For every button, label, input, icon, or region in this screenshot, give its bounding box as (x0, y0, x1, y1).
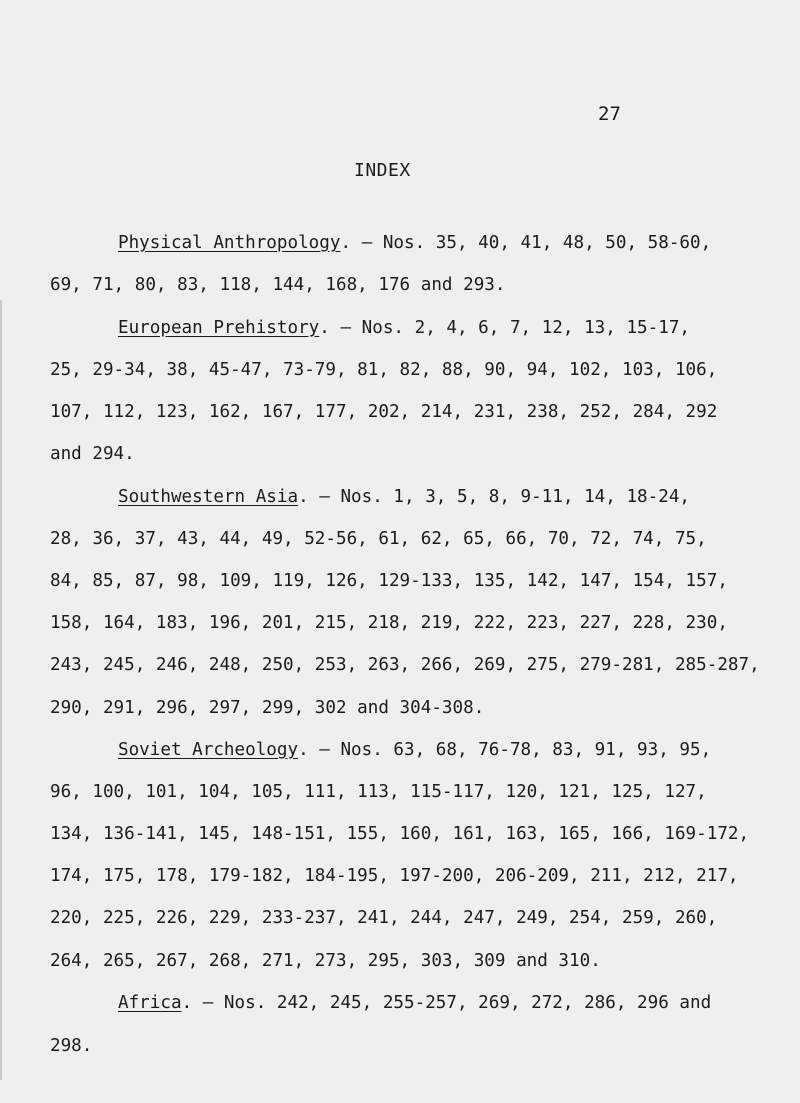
entry-line: 220, 225, 226, 229, 233-237, 241, 244, 247, 249, 254, 259, 260, (50, 908, 718, 928)
page-edge-shadow (0, 300, 2, 1080)
entry-separator: . — Nos. (319, 318, 415, 338)
entry-line: 134, 136-141, 145, 148-151, 155, 160, 161, 163, 165, 166, 169-172, (50, 824, 750, 844)
entry-separator: . — Nos. (181, 993, 277, 1013)
entry-line: 28, 36, 37, 43, 44, 49, 52-56, 61, 62, 65, 66, 70, 72, 74, 75, (50, 529, 707, 549)
entry-line: 264, 265, 267, 268, 271, 273, 295, 303, 309 and 310. (50, 951, 601, 971)
entry-separator: . — Nos. (298, 487, 394, 507)
entry-line: 107, 112, 123, 162, 167, 177, 202, 214, 231, 238, 252, 284, 292 (50, 402, 718, 422)
entry-southwestern-asia (118, 489, 690, 507)
entry-heading: Africa (118, 993, 182, 1013)
entry-line: 242, 245, 255-257, 269, 272, 286, 296 and (276, 993, 712, 1013)
entry-line: 174, 175, 178, 179-182, 184-195, 197-200, 206-209, 211, 212, 217, (50, 866, 739, 886)
page-number: 27 (598, 103, 621, 125)
entry-line: 243, 245, 246, 248, 250, 253, 263, 266, 269, 275, 279-281, 285-287, (50, 655, 760, 675)
entry-separator: . — Nos. (298, 740, 394, 760)
entry-line: 96, 100, 101, 104, 105, 111, 113, 115-117, 120, 121, 125, 127, (50, 782, 707, 802)
entry-line: 69, 71, 80, 83, 118, 144, 168, 176 and 293. (50, 275, 506, 295)
entry-heading: Physical Anthropology (118, 233, 341, 253)
entry-line: 158, 164, 183, 196, 201, 215, 218, 219, 222, 223, 227, 228, 230, (50, 613, 728, 633)
entry-line: 84, 85, 87, 98, 109, 119, 126, 129-133, 135, 142, 147, 154, 157, (50, 571, 728, 591)
entry-heading: Soviet Archeology (118, 740, 299, 760)
entry-line: 2, 4, 6, 7, 12, 13, 15-17, (414, 318, 691, 338)
entry-line: 1, 3, 5, 8, 9-11, 14, 18-24, (393, 487, 691, 507)
page-title: INDEX (354, 160, 411, 181)
entry-line: and 294. (50, 444, 135, 464)
entry-line: 25, 29-34, 38, 45-47, 73-79, 81, 82, 88, 90, 94, 102, 103, 106, (50, 360, 718, 380)
entry-line: 63, 68, 76-78, 83, 91, 93, 95, (393, 740, 712, 760)
entry-line: 298. (50, 1036, 93, 1056)
entry-european-prehistory (118, 320, 690, 338)
entry-heading: European Prehistory (118, 318, 320, 338)
entry-heading: Southwestern Asia (118, 487, 299, 507)
entry-africa (118, 995, 711, 1013)
entry-physical-anthropology (118, 235, 711, 253)
entry-line: 35, 40, 41, 48, 50, 58-60, (435, 233, 712, 253)
entry-line: 290, 291, 296, 297, 299, 302 and 304-308. (50, 698, 485, 718)
entry-separator: . — Nos. (340, 233, 436, 253)
entry-soviet-archeology (118, 742, 711, 760)
